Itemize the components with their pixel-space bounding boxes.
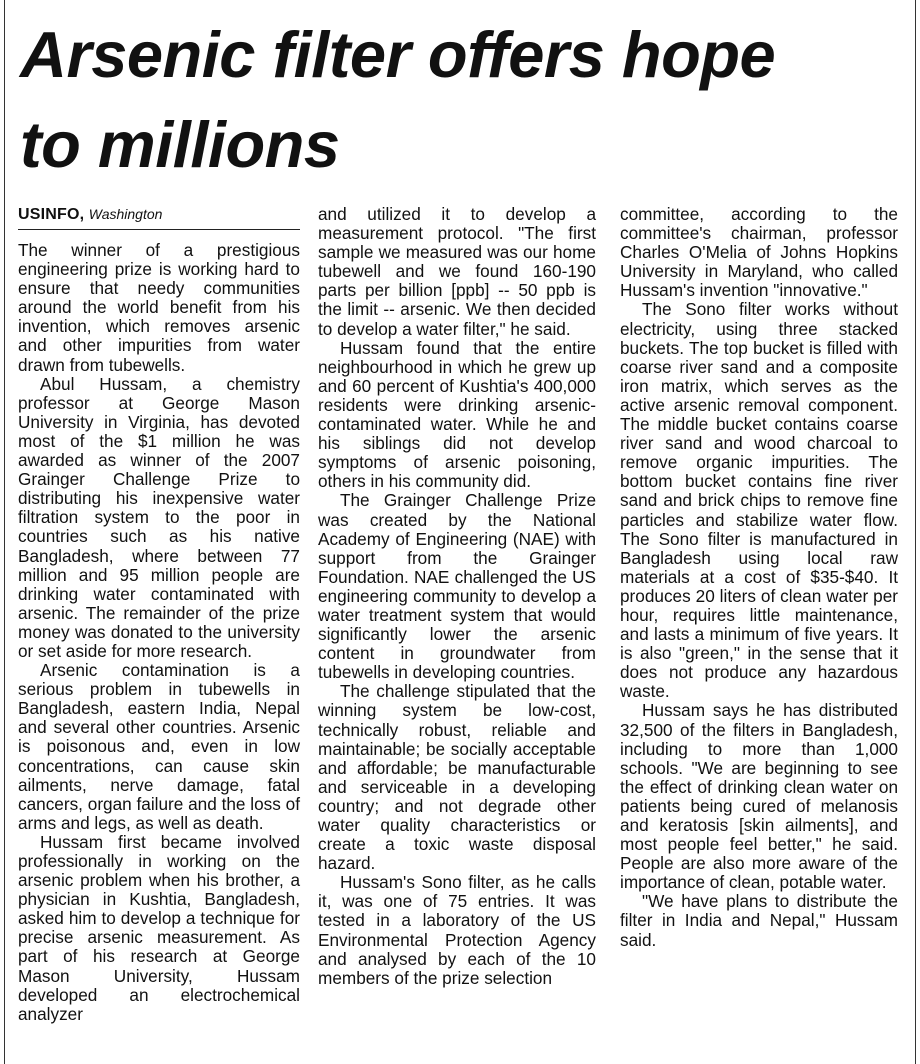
paragraph-4-continued: and utilized it to develop a measurement protocol. "The first sample we measured was our home tubewell and we found 160-190 parts per billion [ppb] -- 50 ppb is the limit -- arsenic. We then decided to develop a water filter," he said. bbox=[318, 204, 596, 339]
paragraph-4: Hussam first became involved professionally in working on the arsenic problem when his brother, a physician in Kushtia, Bangladesh, asked him to develop a technique for precise arsenic measurement. As part of his research at George Mason University, Hussam developed an electrochemical analyzer bbox=[18, 831, 300, 1024]
paragraph-11: "We have plans to distribute the filter in India and Nepal," Hussam said. bbox=[620, 891, 898, 950]
paragraph-8: Hussam's Sono filter, as he calls it, was one of 75 entries. It was tested in a laboratory of the US Environmental Protection Agency and analysed by each of the 10 members of the prize selection bbox=[318, 872, 596, 988]
right-border-rule bbox=[915, 0, 916, 1064]
paragraph-8-continued: committee, according to the committee's chairman, professor Charles O'Melia of Johns Hopkins University in Maryland, who called Hussam's invention "innovative." bbox=[620, 204, 898, 301]
paragraph-6: The Grainger Challenge Prize was created by the National Academy of Engineering (NAE) with support from the Grainger Foundation. NAE challenged the US engineering community to develop a water treatment system that would significantly lower the arsenic content in groundwater from tubewells in developing countries. bbox=[318, 490, 596, 683]
headline-line-1: Arsenic filter offers hope bbox=[20, 18, 776, 91]
paragraph-3: Arsenic contamination is a serious problem in tubewells in Bangladesh, eastern India, Nepal and several other countries. Arsenic is poisonous and, even in low concentrations, can cause skin ailments, nerve damage, fatal cancers, organ failure and the loss of arms and legs, as well as death. bbox=[18, 660, 300, 833]
article-column-3 bbox=[620, 205, 898, 950]
paragraph-7: The challenge stipulated that the winning system be low-cost, technically robust, reliable and maintainable; be socially acceptable and affordable; be manufacturable and serviceable in a developing country; and not degrade other water quality characteristics or create a toxic waste disposal hazard. bbox=[318, 681, 596, 874]
article-column-1 bbox=[18, 205, 300, 1024]
byline bbox=[18, 205, 300, 230]
paragraph-10: Hussam says he has distributed 32,500 of the filters in Bangladesh, including to more than 1,000 schools. "We are beginning to see the effect of drinking clean water on patients being cured of melanosis and keratosis [skin ailments], and most people feel better," he said. People are also more aware of the importance of clean, potable water. bbox=[620, 700, 898, 893]
headline-line-2: to millions bbox=[20, 108, 340, 181]
paragraph-2: Abul Hussam, a chemistry professor at George Mason University in Virginia, has devoted most of the $1 million he was awarded as winner of the 2007 Grainger Challenge Prize to distributing his inexpensive water filtration system to the poor in countries such as his native Bangladesh, where between 77 million and 95 million people are drinking water contaminated with arsenic. The remainder of the prize money was donated to the university or set aside for more research. bbox=[18, 373, 300, 661]
paragraph-5: Hussam found that the entire neighbourhood in which he grew up and 60 percent of Kushtia's 400,000 residents were drinking arsenic-contaminated water. While he and his siblings did not develop symptoms of arsenic poisoning, others in his community did. bbox=[318, 337, 596, 492]
article-column-2 bbox=[318, 205, 596, 988]
paragraph-9: The Sono filter works without electricity, using three stacked buckets. The top bucket is filled with coarse river sand and a composite iron matrix, which serves as the active arsenic removal component. The middle bucket contains coarse river sand and wood charcoal to remove organic impurities. The bottom bucket contains fine river sand and brick chips to remove fine particles and stabilize water flow. The Sono filter is manufactured in Bangladesh using local raw materials at a cost of $35-$40. It produces 20 liters of clean water per hour, requires little maintenance, and lasts a minimum of five years. It is also "green," in the sense that it does not produce any hazardous waste. bbox=[620, 299, 898, 702]
byline-agency: USINFO, bbox=[18, 206, 85, 223]
paragraph-1: The winner of a prestigious engineering prize is working hard to ensure that needy communities around the world benefit from his invention, which removes arsenic and other impurities from water drawn from tubewells. bbox=[18, 240, 300, 375]
headline bbox=[20, 10, 900, 190]
byline-place: Washington bbox=[88, 206, 163, 222]
left-border-rule bbox=[4, 0, 5, 1064]
